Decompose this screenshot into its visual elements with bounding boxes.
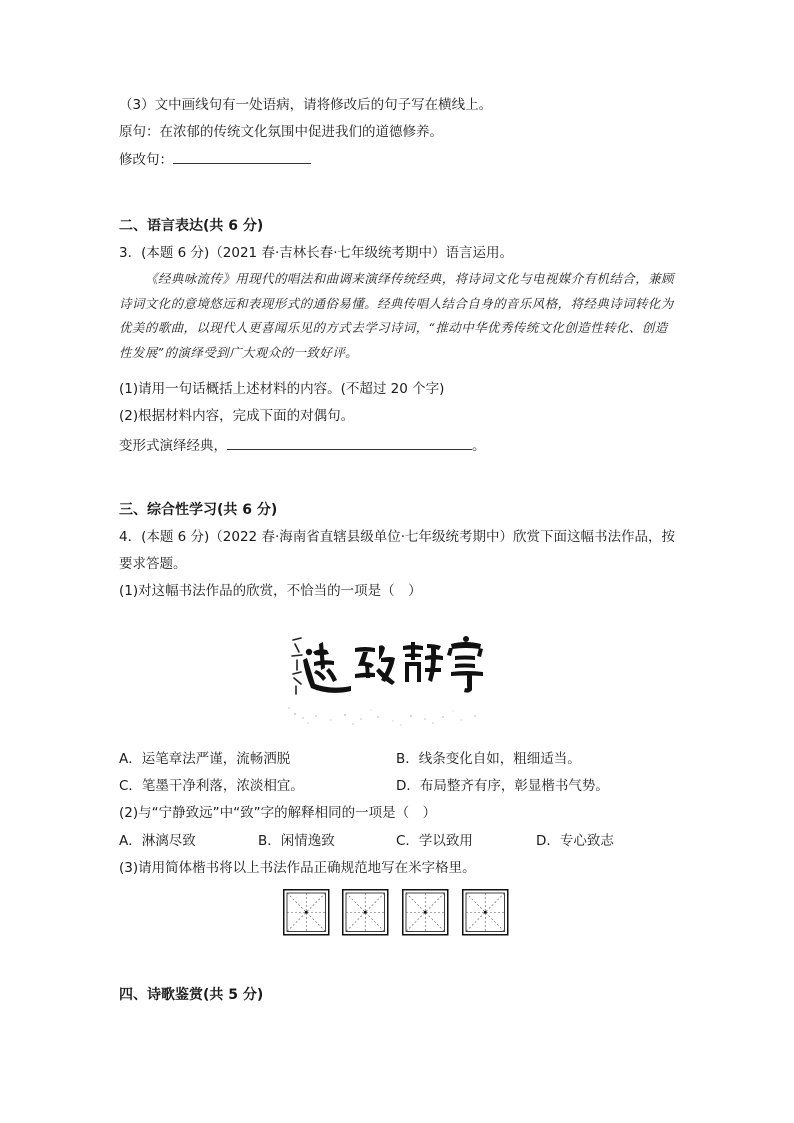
section2-heading: 二、语言表达(共 6 分) [119, 218, 264, 234]
q4-part2-option-a[interactable]: A．淋漓尽致 [119, 833, 196, 849]
mizi-grid-4[interactable] [463, 890, 508, 935]
q3-part1: (1)请用一句话概括上述材料的内容。(不超过 20 个字) [119, 381, 445, 397]
q4-part3: (3)请用简体楷书将以上书法作品正确规范地写在米字格里。 [119, 860, 476, 876]
mizi-grid-3[interactable] [403, 890, 448, 935]
q3-passage [119, 267, 679, 365]
q2-original-sentence: 原句：在浓郁的传统文化氛围中促进我们的道德修养。 [119, 124, 443, 140]
q4-option-b[interactable]: B．线条变化自如，粗细适当。 [396, 751, 581, 767]
q3-part2: (2)根据材料内容，完成下面的对偶句。 [119, 408, 355, 424]
q4-part2-option-d[interactable]: D．专心致志 [536, 833, 614, 849]
couplet-answer-blank[interactable] [227, 435, 472, 450]
mizi-grid-1[interactable] [284, 890, 329, 935]
q4-intro-line1: 4．(本题 6 分)（2022 春·海南省直辖县级单位·七年级统考期中）欣赏下面这幅书法作品，按 [119, 529, 676, 545]
calligraphy-image [283, 622, 493, 728]
section4-heading: 四、诗歌鉴赏(共 5 分) [119, 987, 264, 1003]
q4-part2-option-c[interactable]: C．学以致用 [396, 833, 473, 849]
q4-option-c[interactable]: C．笔墨干净利落，浓淡相宜。 [119, 778, 304, 794]
q2-revised-line [119, 149, 311, 170]
couplet-start: 变形式演绎经典， [119, 438, 227, 454]
q4-part2-option-b[interactable]: B．闲情逸致 [258, 833, 335, 849]
mizi-grid-2[interactable] [343, 890, 388, 935]
mizi-grids-svg [282, 888, 512, 938]
calligraphy-artwork [283, 622, 493, 728]
q3-passage-text: 《经典咏流传》用现代的唱法和曲调来演绎传统经典，将诗词文化与电视媒介有机结合，兼顾诗词文化的意境悠远和表现形式的通俗易懂。经典传唱人结合自身的音乐风格，将经典诗词转化为优美的歌曲，以现代人更喜闻乐见的方式去学习诗词，“推动中华优秀传统文化创造性转化、创造性发展”的演绎受到广大观众的一致好评。 [119, 271, 674, 360]
q2-answer-blank[interactable] [173, 149, 311, 164]
q3-intro: 3．(本题 6 分)（2021 春·吉林长春·七年级统考期中）语言运用。 [119, 245, 514, 261]
couplet-end: 。 [472, 438, 486, 454]
q4-option-d[interactable]: D．布局整齐有序，彰显楷书气势。 [396, 778, 609, 794]
q3-couplet-line [119, 435, 486, 456]
q2-part3-prompt: （3）文中画线句有一处语病，请将修改后的句子写在横线上。 [119, 97, 493, 113]
mizi-grid-row [282, 888, 512, 938]
q4-part2: (2)与“宁静致远”中“致”字的解释相同的一项是（ ） [119, 805, 437, 821]
q4-part1: (1)对这幅书法作品的欣赏，不恰当的一项是（ ） [119, 583, 422, 599]
q2-revised-label: 修改句： [119, 152, 173, 168]
q4-option-a[interactable]: A．运笔章法严谨，流畅洒脱 [119, 751, 291, 767]
section3-heading: 三、综合性学习(共 6 分) [119, 502, 278, 518]
q4-intro-line2: 要求答题。 [119, 556, 187, 572]
